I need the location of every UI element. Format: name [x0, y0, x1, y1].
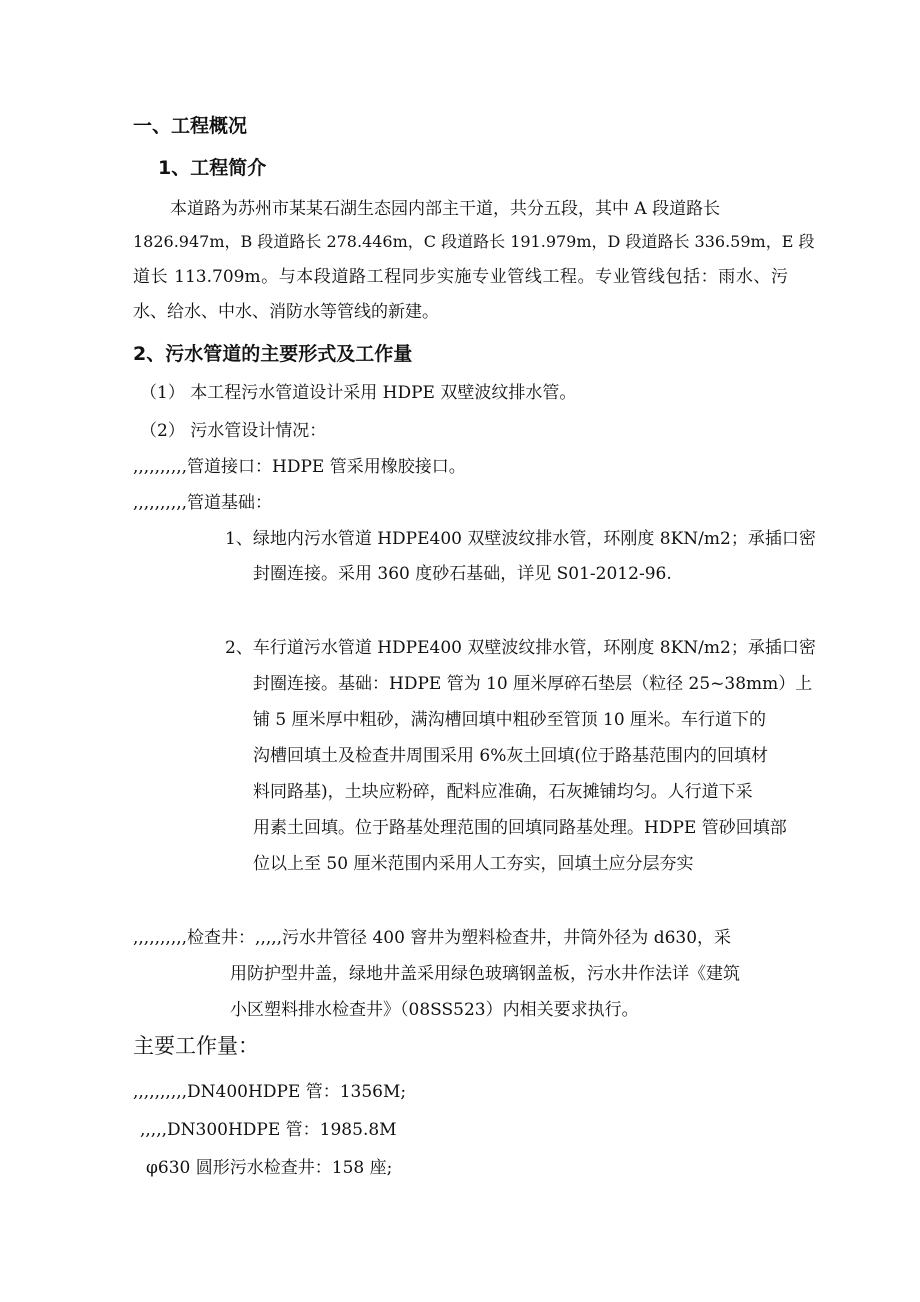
well-line-3: 小区塑料排水检查井》（08SS523）内相关要求执行。 — [230, 1000, 639, 1020]
intro-line-1: 本道路为苏州市某某石湖生态园内部主干道，共分五段，其中 A 段道路长 — [170, 199, 721, 219]
item-1: （1） 本工程污水管道设计采用 HDPE 双壁波纹排水管。 — [140, 383, 577, 403]
heading-project-intro: 1、工程简介 — [158, 157, 267, 179]
main-quantities-title: 主要工作量： — [133, 1034, 259, 1058]
base1-line-2: 封圈连接。采用 360 度砂石基础，详见 S01-2012-96. — [253, 564, 672, 584]
item-2: （2） 污水管设计情况： — [140, 421, 327, 441]
base2-line-3: 铺 5 厘米厚中粗砂，满沟槽回填中粗砂至管顶 10 厘米。车行道下的 — [253, 710, 767, 730]
base2-line-4: 沟槽回填土及检查井周围采用 6%灰土回填(位于路基范围内的回填材 — [253, 746, 769, 766]
base2-line-5: 料同路基)，土块应粉碎，配料应准确，石灰摊铺均匀。人行道下采 — [253, 782, 753, 802]
base1-line-1: 1、绿地内污水管道 HDPE400 双壁波纹排水管，环刚度 8KN/m2；承插口密 — [225, 529, 816, 549]
well-line-2: 用防护型井盖，绿地井盖采用绿色玻璃钢盖板，污水井作法详《建筑 — [230, 964, 740, 984]
intro-line-3: 道长 113.709m。与本段道路工程同步实施专业管线工程。专业管线包括：雨水、污 — [133, 267, 788, 287]
well-line-1: ,,,,,,,,,,检查井：,,,,,污水井管径 400 窨井为塑料检查井，井筒外径为 d630，采 — [133, 928, 732, 948]
base2-line-2: 封圈连接。基础：HDPE 管为 10 厘米厚碎石垫层（粒径 25~38mm）上 — [253, 674, 813, 694]
quantity-dn300: ,,,,,DN300HDPE 管：1985.8M — [140, 1120, 397, 1140]
quantity-dn400: ,,,,,,,,,,DN400HDPE 管：1356M; — [133, 1082, 407, 1102]
pipe-base: ,,,,,,,,,,管道基础： — [133, 493, 273, 513]
intro-line-4: 水、给水、中水、消防水等管线的新建。 — [133, 302, 439, 322]
base2-line-6: 用素土回填。位于路基处理范围的回填同路基处理。HDPE 管砂回填部 — [253, 818, 787, 838]
base2-line-1: 2、车行道污水管道 HDPE400 双壁波纹排水管，环刚度 8KN/m2；承插口密 — [225, 638, 816, 658]
heading-project-overview: 一、工程概况 — [133, 115, 248, 137]
quantity-manholes: φ630 圆形污水检查井：158 座; — [146, 1158, 393, 1178]
base2-line-7: 位以上至 50 厘米范围内采用人工夯实，回填土应分层夯实 — [253, 854, 694, 874]
pipe-joint: ,,,,,,,,,,管道接口：HDPE 管采用橡胶接口。 — [133, 457, 466, 477]
heading-sewer-main-form: 2、污水管道的主要形式及工作量 — [133, 343, 413, 365]
intro-line-2: 1826.947m，B 段道路长 278.446m，C 段道路长 191.979m，D 段道路长 336.59m，E 段 — [133, 232, 815, 251]
